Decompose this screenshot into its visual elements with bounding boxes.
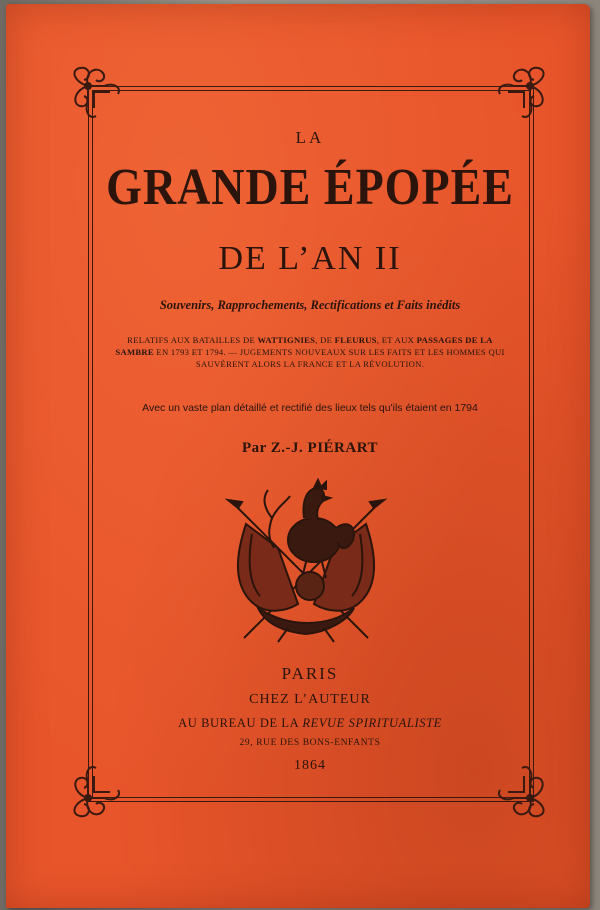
title-article: LA — [295, 128, 325, 147]
publication-year: 1864 — [294, 758, 326, 773]
book-subtitle: DE L’AN II — [218, 240, 402, 277]
battle-name: FLEURUS — [334, 335, 377, 345]
publisher-address: 29, RUE DES BONS-ENFANTS — [239, 738, 381, 748]
description — [108, 334, 512, 370]
corner-ornament-icon — [64, 62, 128, 126]
bureau-prefix: AU BUREAU DE LA — [178, 716, 299, 730]
publisher: CHEZ L’AUTEUR — [249, 692, 371, 707]
author: Par Z.-J. PIÉRART — [241, 440, 379, 456]
battle-name: WATTIGNIES — [257, 335, 316, 345]
description-part: EN 1793 ET 1794. — JUGEMENTS NOUVEAUX SUR LES FAITS ET LES HOMMES QUI SAUVÈRENT ALORS LA FRANCE ET LA RÉVOLUTION. — [156, 347, 505, 369]
corner-ornament-icon — [490, 62, 554, 126]
description-part: , DE — [315, 335, 333, 345]
publication-city: PARIS — [281, 664, 339, 683]
journal-name: REVUE SPIRITUALISTE — [302, 716, 442, 730]
bureau-line — [88, 716, 532, 731]
battle-name: PASSAGES DE LA SAMBRE — [115, 335, 493, 357]
plan-note: Avec un vaste plan détaillé et rectifié des lieux tels qu'ils étaient en 1794 — [142, 402, 478, 414]
description-part: RELATIFS AUX BATAILLES DE — [127, 335, 256, 345]
book-title: GRANDE ÉPOPÉE — [106, 157, 514, 216]
tagline: Souvenirs, Rapprochements, Rectifications et Faits inédits — [159, 298, 461, 312]
description-part: , ET AUX — [376, 335, 415, 345]
gallic-rooster-emblem-icon — [218, 478, 394, 646]
